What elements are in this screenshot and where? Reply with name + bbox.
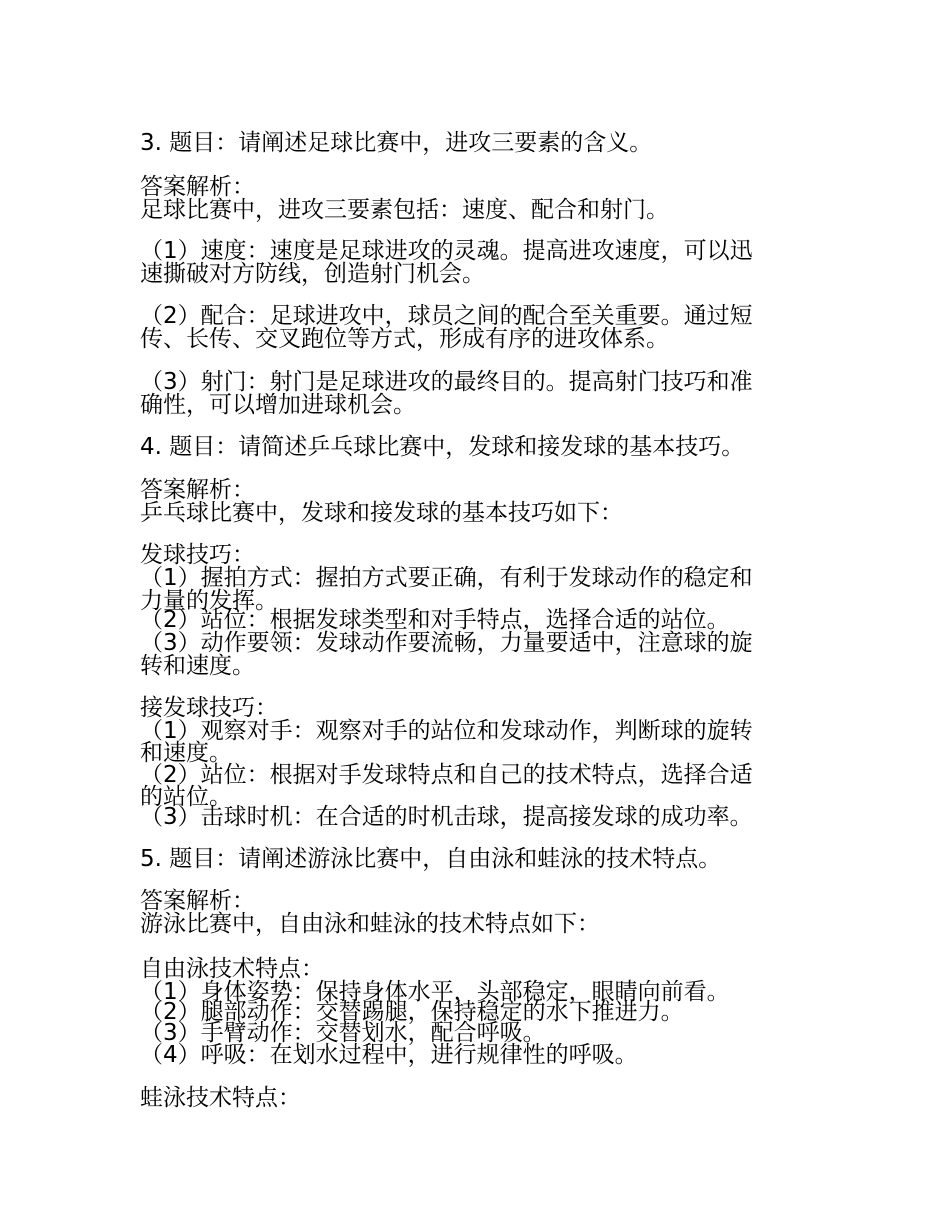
q4-receive-2-line-2: 的站位。 <box>140 784 232 810</box>
q4-serve-3-line-1: （3）动作要领：发球动作要流畅，力量要适中，注意球的旋 <box>140 630 753 656</box>
question-4-title: 4. 题目：请简述乒乓球比赛中，发球和接发球的基本技巧。 <box>140 434 745 460</box>
q5-freestyle-3: （3）手臂动作：交替划水，配合呼吸。 <box>140 1020 546 1046</box>
q3-point-3-line-2: 确性，可以增加进球机会。 <box>140 392 416 418</box>
q5-intro: 游泳比赛中，自由泳和蛙泳的技术特点如下： <box>140 911 600 937</box>
q3-point-3-line-1: （3）射门：射门是足球进攻的最终目的。提高射门技巧和准 <box>140 369 753 395</box>
q4-answer-label: 答案解析： <box>140 477 255 503</box>
q3-point-1-line-1: （1）速度：速度是足球进攻的灵魂。提高进攻速度，可以迅 <box>140 238 753 264</box>
question-3-title: 3. 题目：请阐述足球比赛中，进攻三要素的含义。 <box>140 130 653 156</box>
q3-intro: 足球比赛中，进攻三要素包括：速度、配合和射门。 <box>140 197 669 223</box>
q4-serve-3-line-2: 转和速度。 <box>140 653 255 679</box>
question-5-title: 5. 题目：请阐述游泳比赛中，自由泳和蛙泳的技术特点。 <box>140 846 722 872</box>
q5-freestyle-1: （1）身体姿势：保持身体水平，头部稳定，眼睛向前看。 <box>140 979 730 1005</box>
q4-intro: 乒乓球比赛中，发球和接发球的基本技巧如下： <box>140 500 623 526</box>
q4-serve-2: （2）站位：根据发球类型和对手特点，选择合适的站位。 <box>140 607 730 633</box>
q4-receive-1-line-1: （1）观察对手：观察对手的站位和发球动作，判断球的旋转 <box>140 718 753 744</box>
q5-freestyle-heading: 自由泳技术特点： <box>140 956 324 982</box>
q5-freestyle-4: （4）呼吸：在划水过程中，进行规律性的呼吸。 <box>140 1042 638 1068</box>
q4-serve-heading: 发球技巧： <box>140 542 255 568</box>
q4-serve-1-line-2: 力量的发挥。 <box>140 588 278 614</box>
q3-answer-label: 答案解析： <box>140 174 255 200</box>
q5-answer-label: 答案解析： <box>140 888 255 914</box>
q3-point-2-line-1: （2）配合：足球进攻中，球员之间的配合至关重要。通过短 <box>140 303 753 329</box>
q4-receive-2-line-1: （2）站位：根据对手发球特点和自己的技术特点，选择合适 <box>140 762 753 788</box>
q3-point-1-line-2: 速撕破对方防线，创造射门机会。 <box>140 261 485 287</box>
q5-breaststroke-heading: 蛙泳技术特点： <box>140 1085 301 1111</box>
q3-point-2-line-2: 传、长传、交叉跑位等方式，形成有序的进攻体系。 <box>140 326 669 352</box>
q4-receive-heading: 接发球技巧： <box>140 695 278 721</box>
q5-freestyle-2: （2）腿部动作：交替踢腿，保持稳定的水下推进力。 <box>140 999 684 1025</box>
q4-receive-1-line-2: 和速度。 <box>140 740 232 766</box>
q4-serve-1-line-1: （1）握拍方式：握拍方式要正确，有利于发球动作的稳定和 <box>140 565 753 591</box>
q4-receive-3: （3）击球时机：在合适的时机击球，提高接发球的成功率。 <box>140 804 753 830</box>
